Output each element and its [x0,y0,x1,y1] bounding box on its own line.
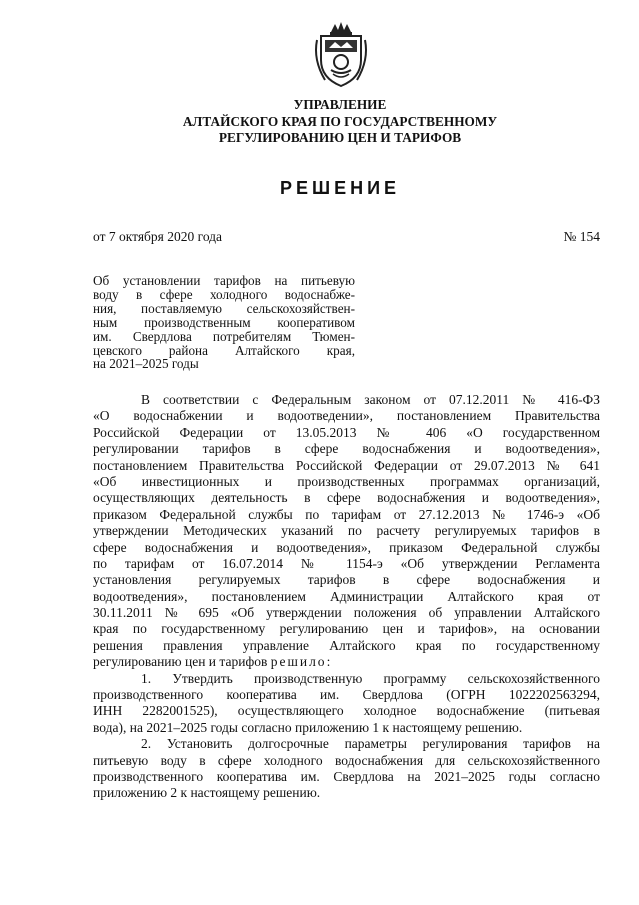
org-line-2: АЛТАЙСКОГО КРАЯ ПО ГОСУДАРСТВЕННОМУ [182,113,498,129]
item-1-line: вода), на 2021–2025 годы согласно приложению 1 к настоящему решению. [93,719,523,735]
subject-line: им. Свердлова потребителям Тюмен- [93,328,355,344]
document-date: от 7 октября 2020 года [93,229,223,244]
subject-line: на 2021–2025 годы [93,356,199,372]
body-line: регулировании тарифов в сфере водоснабжения и водоотведения», [93,441,600,457]
body-line: края по государственному регулированию цен и тарифов», на основании [93,621,600,637]
body-line: В соответствии с Федеральным законом от 07.12.2011 № 416-ФЗ [141,392,600,407]
body-line: Российской Федерации от 13.05.2013 № 406 «О государственном [93,424,600,440]
body-line: по тарифам от 16.07.2014 № 1154-э «Об утверждении Регламента [93,555,600,571]
date-number-line [93,229,600,245]
document-subject [93,274,355,371]
body-line: осуществляющих деятельность в сфере водоснабжения и водоотведения», [93,490,600,506]
resolved-word: решило [270,654,327,670]
item-1-line: ИНН 2282001525), осуществляющего холодное водоснабжение (питьевая [93,703,600,719]
item-2-line: 2. Установить долгосрочные параметры регулирования тарифов на [141,736,600,752]
item-2-line: приложению 2 к настоящему решению. [93,785,321,801]
subject-line: Об установлении тарифов на питьевую [93,273,355,288]
body-line: утверждении Методических указаний по расчету регулируемых тарифов в [93,523,600,539]
item-2-line: питьевую воду в сфере холодного водоснабжения для сельскохозяйственного [93,752,600,768]
organization-name [140,97,540,147]
item-1-line: 1. Утвердить производственную программу сельскохозяйственного [141,670,600,686]
org-line-1: УПРАВЛЕНИЕ [293,97,387,112]
item-1-line: производственного кооператива им. Свердлова (ОГРН 1022202563294, [93,687,600,703]
document-body [93,392,600,802]
body-line: решения правления управление Алтайского края по государственному [93,637,600,653]
subject-line: цевского района Алтайского края, [93,342,355,358]
subject-line: ния, поставляемую сельскохозяйствен- [93,300,355,316]
subject-line: ным производственным кооперативом [93,314,355,330]
body-final-suffix: : [326,654,331,670]
body-line: сфере водоснабжения и водоотведения», приказом Федеральной службы [93,539,600,555]
body-line: установления регулируемых тарифов в сфере водоснабжения и [93,572,600,588]
body-line: водоотведения», постановлением Администрации Алтайского края от [93,588,600,604]
body-line: «О водоснабжении и водоотведении», постановлением Правительства [93,408,600,424]
body-line-final [93,654,600,670]
item-2-line: производственного кооператива им. Свердлова на 2021–2025 годы согласно [93,768,600,784]
document-type-title: РЕШЕНИЕ [279,178,401,198]
body-line: приказом Федеральной службы по тарифам от 27.12.2013 № 1746-э «Об [93,506,600,522]
body-line: 30.11.2011 № 695 «Об утверждении положения об управлении Алтайского [93,605,600,621]
body-line: «Об инвестиционных и производственных программах организаций, [93,473,600,489]
document-number: № 154 [563,229,600,244]
org-line-3: РЕГУЛИРОВАНИЮ ЦЕН И ТАРИФОВ [218,130,462,145]
subject-line: воду в сфере холодного водоснабже- [93,286,355,302]
body-final-prefix: регулированию цен и тарифов [93,654,268,670]
body-line: постановлением Правительства Российской Федерации от 29.07.2013 № 641 [93,457,600,473]
coat-of-arms-emblem [311,20,371,90]
